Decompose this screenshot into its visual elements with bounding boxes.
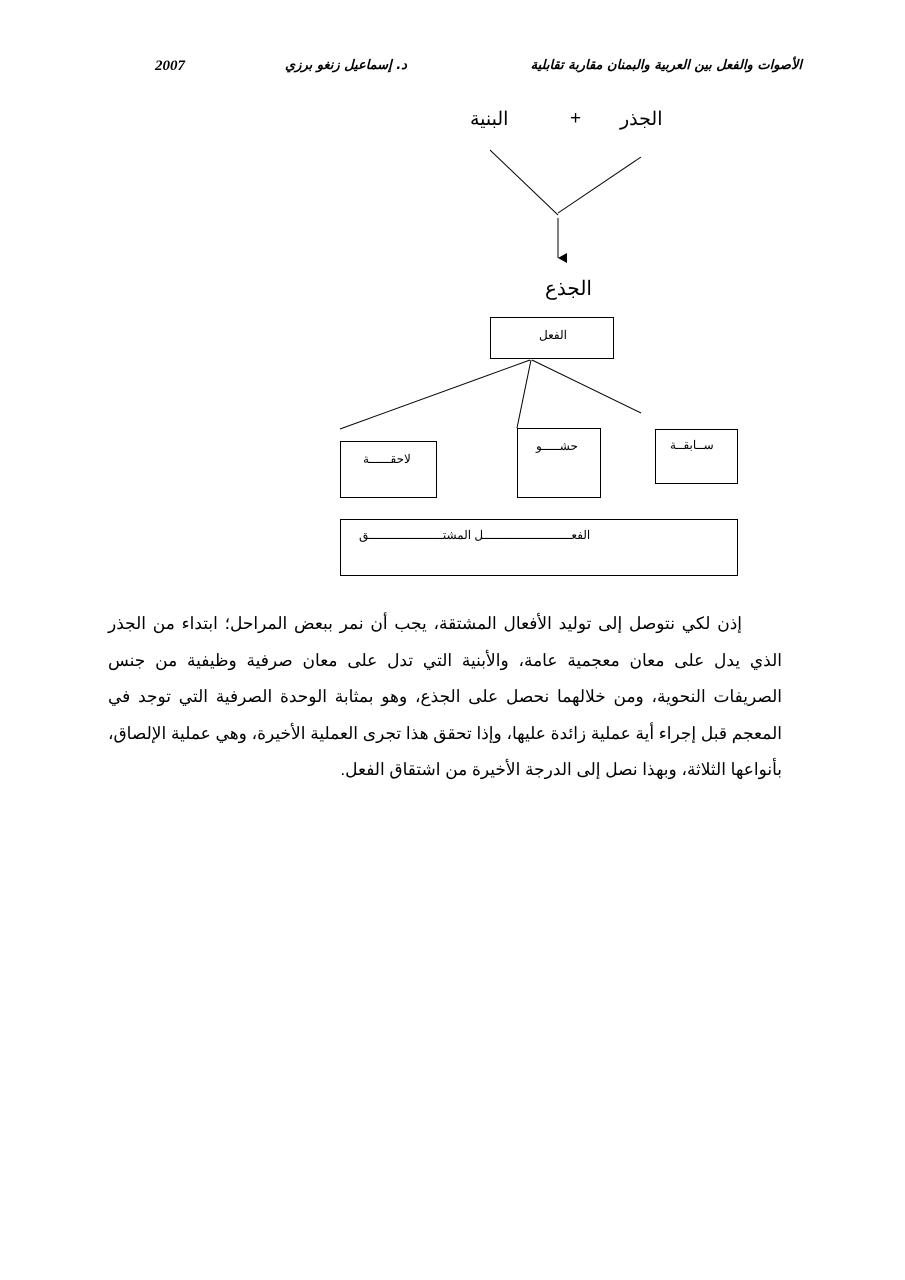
root-connector-line — [558, 157, 641, 213]
root-label: الجذر — [620, 109, 663, 130]
suffix-box — [340, 441, 437, 498]
plus-sign: + — [570, 108, 582, 129]
suffix-branch-line — [340, 360, 530, 429]
prefix-branch-line — [532, 360, 641, 413]
pattern-label: البنية — [470, 109, 509, 130]
pattern-connector-line — [490, 150, 558, 215]
running-header-year: 2007 — [155, 58, 185, 74]
infix-box-label: حشـــــو — [536, 439, 578, 453]
derived-verb-box-label: الفعـــــــــــــــــــــــــل المشتـــــــــــــــــــــق — [359, 528, 591, 542]
verb-box-label: الفعل — [539, 328, 567, 342]
suffix-box-label: لاحقــــــة — [363, 452, 411, 466]
infix-box — [517, 428, 601, 498]
stem-label: الجذع — [545, 278, 592, 300]
running-header-author: د. إسماعيل زنغو برزي — [285, 58, 407, 73]
derived-verb-box — [340, 519, 738, 576]
prefix-box — [655, 429, 738, 484]
verb-box — [490, 317, 614, 359]
body-paragraph: إذن لكي نتوصل إلى توليد الأفعال المشتقة، يجب أن نمر ببعض المراحل؛ ابتداء من الجذر الذي يدل على معان معجمية عامة، والأبنية التي تدل على معان صرفية وظيفية من جنس الصريفات النحوية، ومن خلالهما نحصل على الجذع، وهو بمثابة الوحدة الصرفية التي توجد في المعجم قبل إجراء أية عملية زائدة عليها، وإذا تحقق هذا تجرى العملية الأخيرة، وهي عملية الإلصاق، بأنواعها الثلاثة، وبهذا نصل إلى الدرجة الأخيرة من اشتقاق الفعل. — [108, 614, 782, 779]
prefix-box-label: ســابقــة — [670, 438, 714, 452]
infix-branch-line — [517, 360, 531, 428]
running-header-title: الأصوات والفعل بين العربية والبمنان مقاربة تقابلية — [530, 58, 802, 73]
